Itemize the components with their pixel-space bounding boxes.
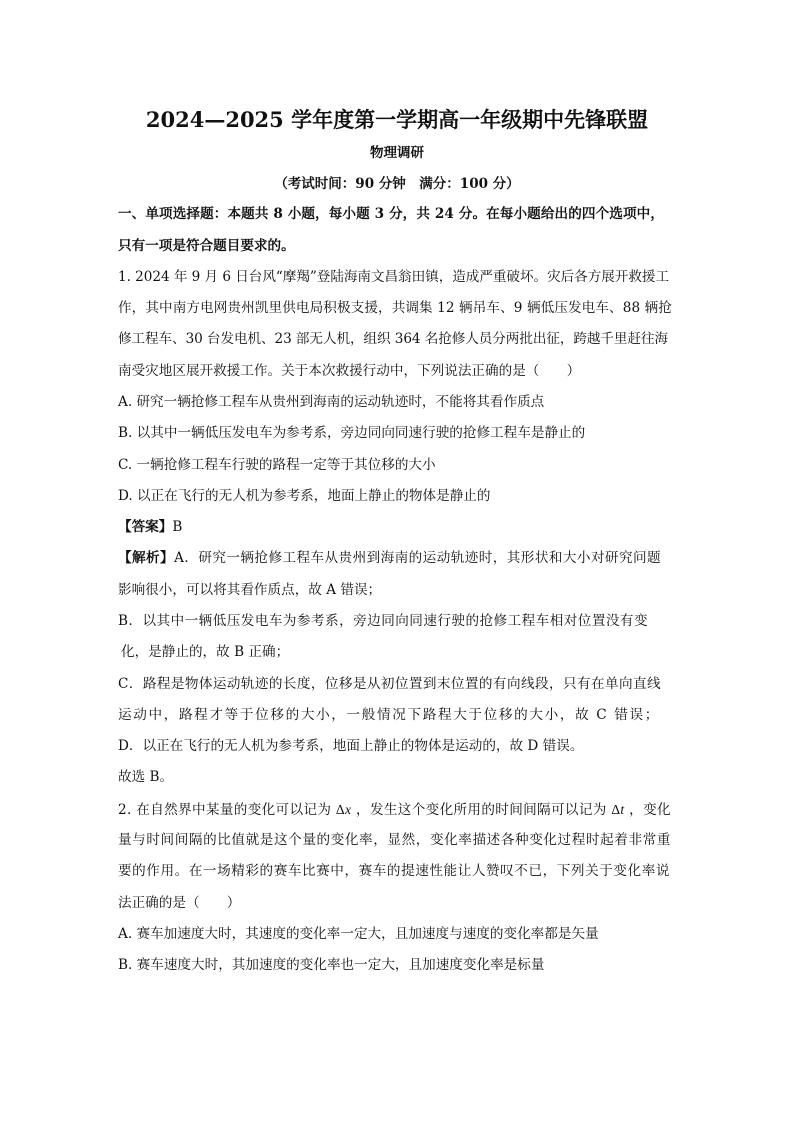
q1-option-a: A. 研究一辆抢修工程车从贵州到海南的运动轨迹时，不能将其看作质点	[118, 394, 545, 411]
q1-analysis-line: C．路程是物体运动轨迹的长度，位移是从初位置到末位置的有向线段，只有在单向直线	[118, 675, 661, 692]
q2-stem-line: 量与时间间隔的比值就是这个量的变化率，显然，变化率描述各种变化过程时起着非常重	[118, 831, 671, 848]
q1-analysis-line: D．以正在飞行的无人机为参考系，地面上静止的物体是运动的，故 D 错误。	[118, 738, 584, 755]
exam-subject: 物理调研	[370, 145, 424, 161]
q1-stem-line: 修工程车、30 台发电机、23 部无人机，组织 364 名抢修人员分两批出征，跨越千里赶往海	[118, 331, 668, 348]
q1-analysis-line	[118, 543, 661, 574]
analysis-text: A．研究一辆抢修工程车从贵州到海南的运动轨迹时，其形状和大小对研究问题	[174, 550, 662, 567]
q2-option-b: B. 赛车速度大时，其加速度的变化率也一定大，且加速度变化率是标量	[118, 957, 545, 974]
q2-stem-text: ，发生这个变化所用的时间间隔可以记为	[351, 801, 612, 818]
q1-option-d: D. 以正在飞行的无人机为参考系，地面上静止的物体是静止的	[118, 487, 491, 504]
q1-option-b: B. 以其中一辆低压发电车为参考系，旁边同向同速行驶的抢修工程车是静止的	[118, 425, 586, 442]
exam-body	[118, 199, 678, 981]
q2-stem-line	[118, 794, 671, 825]
q2-stem-text: ，变化	[624, 801, 671, 818]
q1-stem-line: 1. 2024 年 9 月 6 日台风“摩羯”登陆海南文昌翁田镇，造成严重破坏。灾后各方展开救援工	[118, 268, 669, 285]
analysis-label: 【解析】	[118, 550, 175, 567]
answer-label: 【答案】	[118, 519, 173, 536]
q2-stem-line: 要的作用。在一场精彩的赛车比赛中，赛车的提速性能让人赞叹不已，下列关于变化率说	[118, 863, 670, 880]
q1-option-c: C. 一辆抢修工程车行驶的路程一定等于其位移的大小	[118, 456, 436, 473]
section-heading-line: 只有一项是符合题目要求的。	[118, 237, 295, 254]
exam-time-and-score: （考试时间：90 分钟 满分：100 分）	[274, 176, 520, 192]
q1-stem-line: 作，其中南方电网贵州凯里供电局积极支援，共调集 12 辆吊车、9 辆低压发电车、88 辆抢	[118, 300, 672, 317]
answer-value: B	[172, 519, 183, 536]
q1-stem-line: 南受灾地区展开救援工作。关于本次救援行动中，下列说法正确的是（ ）	[118, 362, 581, 379]
delta-x-symbol	[336, 802, 351, 817]
delta-t-symbol	[611, 802, 624, 817]
delta-sign: Δ	[335, 801, 345, 817]
q1-analysis-line: 影响很小，可以将其看作质点，故 A 错误；	[118, 581, 382, 598]
variable-t: t	[620, 801, 625, 817]
section-heading-line: 一、单项选择题：本题共 8 小题，每小题 3 分，共 24 分。在每小题给出的四个选项中，	[118, 206, 664, 223]
q2-stem-text: 2. 在自然界中某量的变化可以记为	[118, 801, 336, 818]
q1-analysis-line: 运动中，路程才等于位移的大小，一般情况下路程大于位移的大小，故 C 错误；	[118, 706, 660, 723]
variable-x: x	[344, 801, 352, 817]
delta-sign: Δ	[611, 801, 621, 817]
q1-answer-line	[118, 512, 182, 543]
q2-stem-line: 法正确的是（ ）	[118, 894, 241, 911]
exam-title: 2024—2025 学年度第一学期高一年级期中先锋联盟	[145, 107, 649, 132]
q1-conclusion-line: 故选 B。	[118, 769, 174, 786]
q2-option-a: A. 赛车加速度大时，其速度的变化率一定大，且加速度与速度的变化率都是矢量	[118, 925, 599, 942]
q1-analysis-line: B．以其中一辆低压发电车为参考系，旁边同向同速行驶的抢修工程车相对位置没有变	[118, 613, 648, 629]
q1-analysis-line: 化，是静止的，故 B 正确；	[121, 644, 290, 661]
